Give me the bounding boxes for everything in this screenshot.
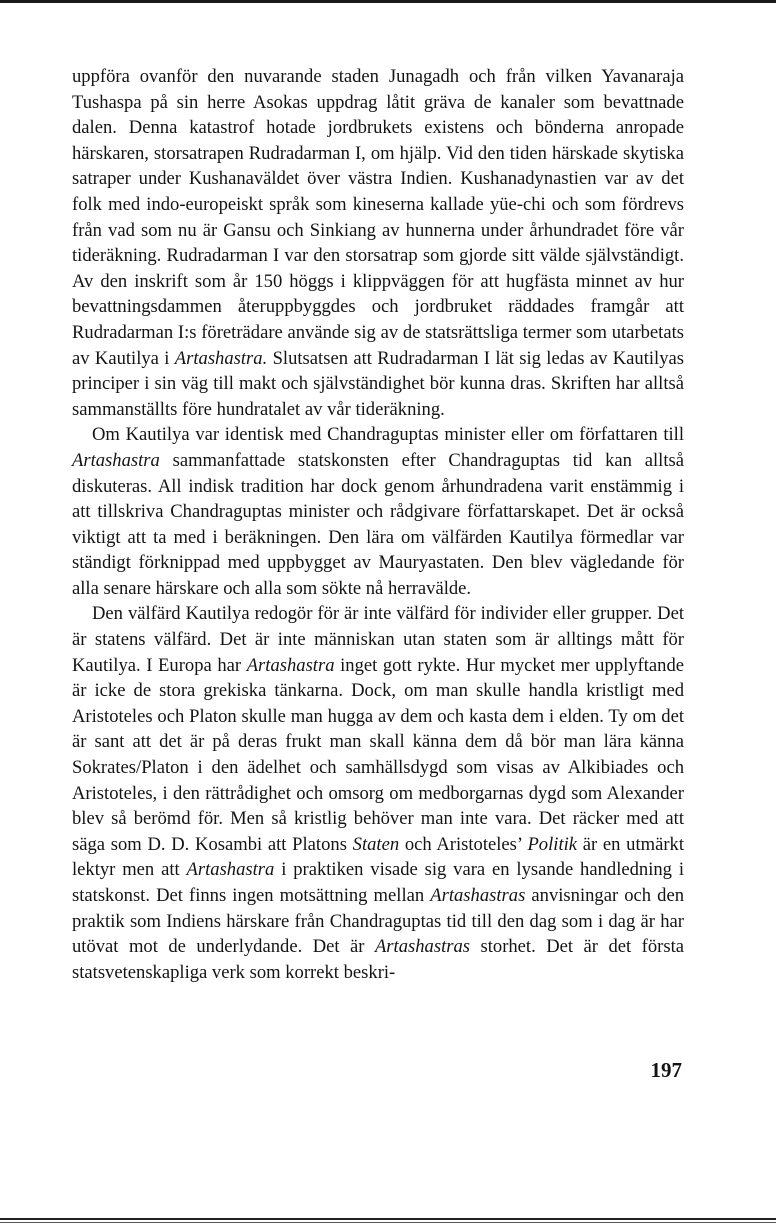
page-number: 197 — [650, 1058, 682, 1082]
text-run: är en utmärkt lektyr men att — [72, 833, 684, 881]
text-run: uppföra ovanför den nuvarande staden Junagadh och från vilken Yavanaraja Tushaspa på sin herre Asokas uppdrag låtit gräva de kanaler som bevattnade dalen. Denna katastrof hotade jordbrukets existens och bönderna anropade härskaren, storsatrapen Rudradarman I, om hjälp. Vid den tiden härskade skytiska satraper under Kushanaväldet över västra Indien. Kushanadynastien var av det folk med indo-europeiskt språk som kineserna kallade yüe-chi och som fördrevs från vad som nu är Gansu och Sinkiang av hunnerna under århundradet före vår tideräkning. Rudradarman I var den storsatrap som gjorde sitt välde självständigt. Av den inskrift som år 150 höggs i klippväggen för att hugfästa minnet av hur bevattningsdammen återuppbyggdes och jordbruket räddades framgår att Rudradarman I:s företrädare använde sig av de statsrättsliga termer som utarbetats av Kautilya i — [72, 66, 684, 369]
italic-title: Artashastra — [186, 859, 275, 881]
scan-top-edge — [0, 0, 776, 3]
scan-bottom-edge-secondary — [0, 1222, 776, 1223]
italic-title: Artashastra — [72, 449, 160, 471]
paragraph — [72, 601, 684, 985]
italic-title: Staten — [352, 833, 400, 855]
text-run: i praktiken visade sig vara en lysande handledning i statskonst. Det finns ingen motsättning mellan — [72, 859, 684, 906]
italic-title: Artashastras — [430, 885, 526, 906]
text-run: inget gott rykte. Hur mycket mer upplyftande är icke de stora grekiska tänkarna. Dock, om man skulle handla kristligt med Aristoteles och Platon skulle man hugga av dem och kasta dem i elden. Ty om det är sant att det är på deras frukt man skall känna dem då bör man lära känna Sokrates/Platon i den ädelhet och samhällsdygd som visas av Alkibiades och Aristoteles, i den rättrådighet och omsorg om medborgarnas dygd som Alexander blev så berömd för. Men så kristlig behöver man inte vara. Det räcker med att säga som D. D. Kosambi att Platons — [72, 654, 684, 855]
italic-title: Artashastras — [374, 936, 471, 958]
paragraph — [72, 422, 684, 601]
italic-title: Artashastra — [246, 654, 335, 676]
paragraph — [72, 64, 684, 422]
text-run: Den välfärd Kautilya redogör för är inte välfärd för individer eller grupper. Det är statens välfärd. Det är inte människan utan staten som är alltings mått för Kautilya. I Europa har — [72, 603, 684, 676]
scan-bottom-edge — [0, 1218, 776, 1220]
body-text — [72, 64, 684, 985]
text-run: Om Kautilya var identisk med Chandraguptas minister eller om författaren till — [92, 424, 684, 446]
text-run: anvisningar och den praktik som Indiens härskare från Chandraguptas tid till den dag som i dag är har utövat mot de underlydande. Det är — [72, 885, 685, 958]
text-run: storhet. Det är det första statsvetenskapliga verk som korrekt beskri- — [72, 936, 684, 983]
italic-title: Artashastra. — [174, 347, 268, 369]
text-run: och Aristoteles’ — [399, 833, 528, 855]
italic-title: Politik — [527, 833, 578, 855]
text-run: sammanfattade statskonsten efter Chandraguptas tid kan alltså diskuteras. All indisk tradition har dock genom århundradena varit enstämmig i att tillskriva Chandraguptas minister och rådgivare författarskapet. Det är också viktigt att ta med i beräkningen. Den lära om välfärden Kautilya förmedlar var ständigt förknippad med uppbygget av Mauryastaten. Den blev vägledande för alla senare härskare och alla som sökte nå herravälde. — [72, 449, 684, 599]
text-run: Slutsatsen att Rudradarman I lät sig ledas av Kautilyas principer i sin väg till makt och självständighet bör kunna dras. Skriften har alltså sammanställts före hundratalet av vår tideräkning. — [72, 347, 684, 420]
